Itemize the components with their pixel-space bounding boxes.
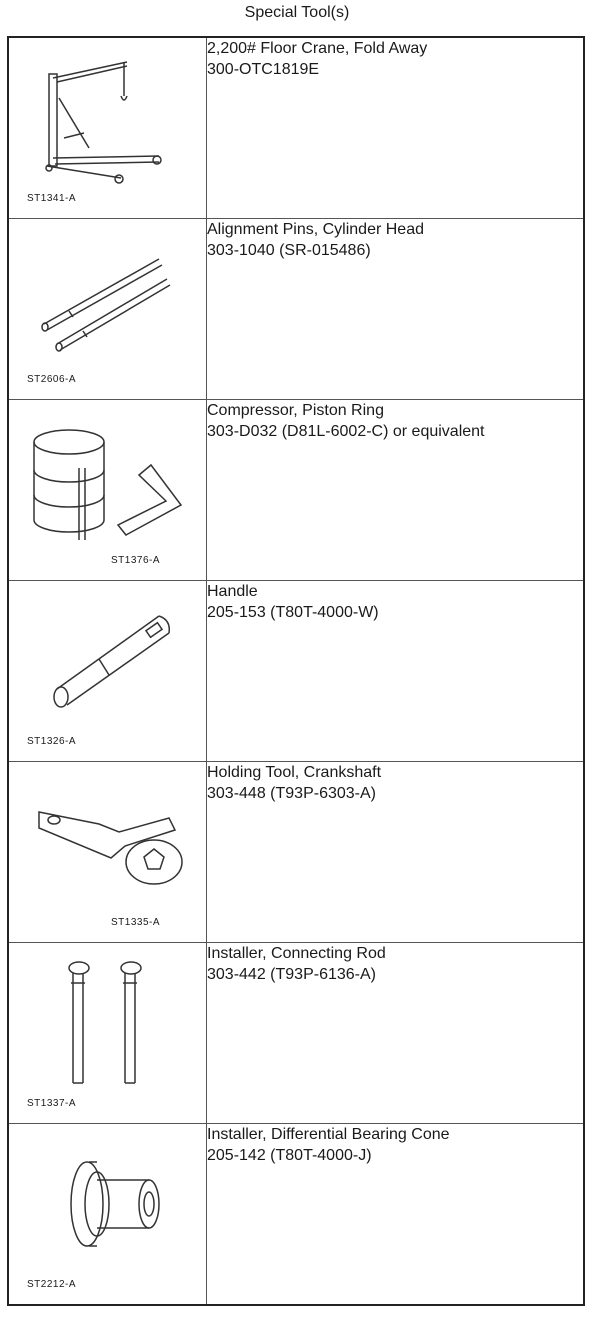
piston-ring-compressor-icon [9,400,206,580]
tool-description-cell [207,400,585,581]
tool-part-number: 303-442 (T93P-6136-A) [207,966,376,983]
tool-name: Installer, Differential Bearing Cone [207,1126,450,1143]
tool-illustration-cell [8,943,207,1124]
alignment-pins-icon [9,219,206,399]
table-row [8,762,584,943]
tool-code: ST2606-A [27,374,77,385]
table-row [8,1124,584,1306]
tool-name: Alignment Pins, Cylinder Head [207,221,424,238]
tool-name: Compressor, Piston Ring [207,402,384,419]
tool-illustration-cell [8,762,207,943]
tool-code: ST2212-A [27,1279,77,1290]
floor-crane-icon [9,38,206,218]
crankshaft-holding-tool-icon [9,762,206,942]
tool-illustration-cell [8,37,207,219]
tool-description-cell [207,762,585,943]
table-row [8,37,584,219]
tool-description-cell [207,943,585,1124]
tool-description-cell [207,219,585,400]
tool-description-cell [207,37,585,219]
tool-illustration-cell [8,581,207,762]
tool-code: ST1335-A [111,917,161,928]
tool-code: ST1376-A [111,555,161,566]
page-title: Special Tool(s) [244,4,350,21]
tool-part-number: 303-1040 (SR-015486) [207,242,371,259]
tool-illustration-cell [8,219,207,400]
tool-code: ST1337-A [27,1098,77,1109]
table-row [8,219,584,400]
table-row [8,581,584,762]
handle-icon [9,581,206,761]
tool-part-number: 300-OTC1819E [207,61,320,78]
tool-part-number: 205-142 (T80T-4000-J) [207,1147,372,1164]
bearing-cone-installer-icon [9,1124,206,1304]
table-row [8,943,584,1124]
connecting-rod-installer-icon [9,943,206,1123]
tool-illustration-cell [8,400,207,581]
tool-code: ST1341-A [27,193,77,204]
tool-name: Installer, Connecting Rod [207,945,386,962]
tool-description-cell [207,1124,585,1306]
tool-part-number: 303-D032 (D81L-6002-C) or equivalent [207,423,485,440]
tool-part-number: 303-448 (T93P-6303-A) [207,785,376,802]
tool-description-cell [207,581,585,762]
tool-name: Holding Tool, Crankshaft [207,764,382,781]
tool-part-number: 205-153 (T80T-4000-W) [207,604,379,621]
table-row [8,400,584,581]
tool-code: ST1326-A [27,736,77,747]
tool-name: Handle [207,583,258,600]
tool-name: 2,200# Floor Crane, Fold Away [207,40,428,57]
special-tools-table [7,36,585,1306]
tool-illustration-cell [8,1124,207,1306]
